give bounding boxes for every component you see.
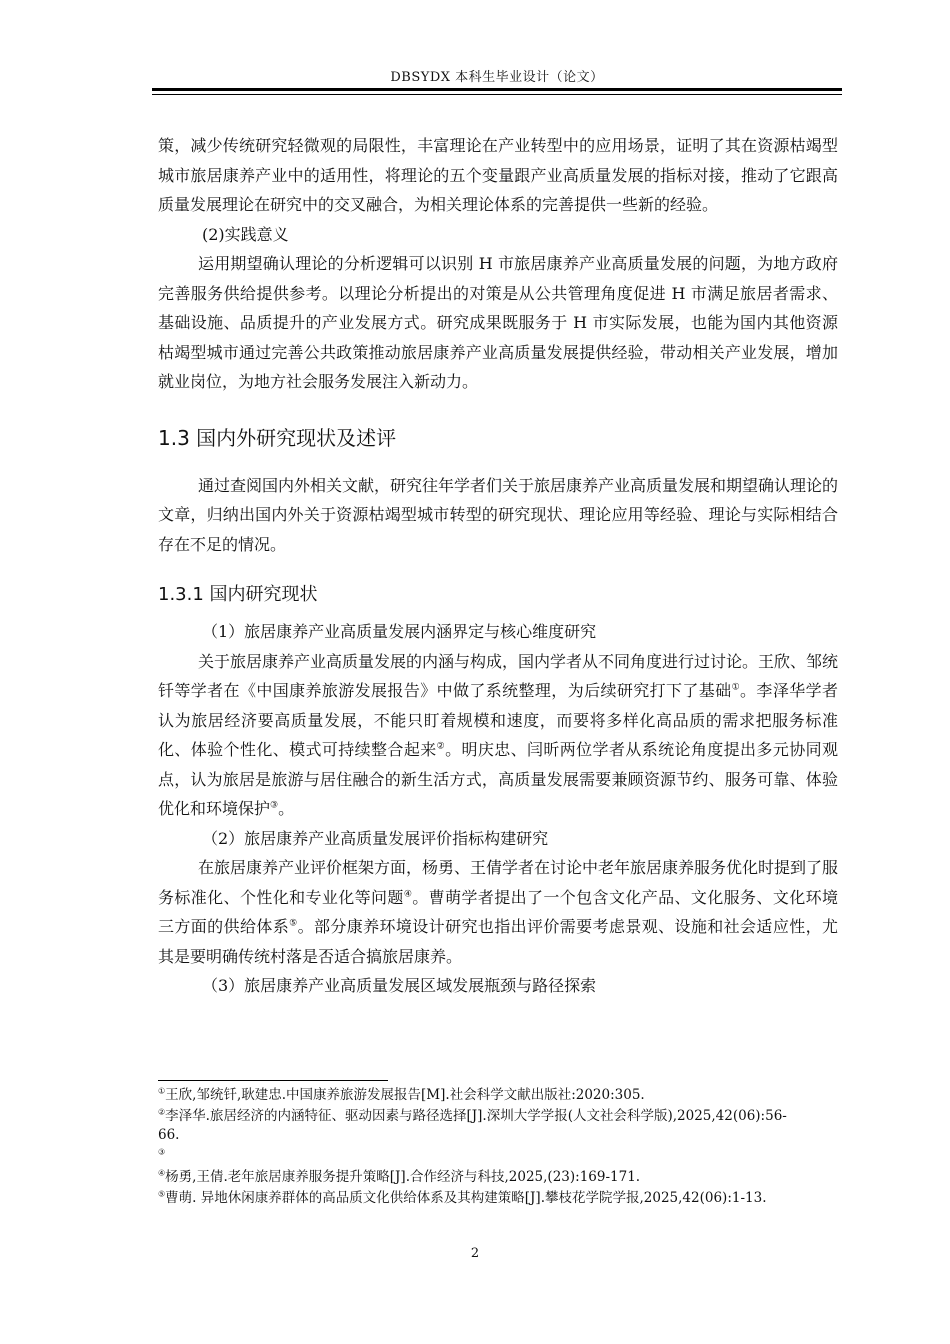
footnote-ref-3[interactable]: ③: [270, 800, 279, 811]
paragraph-practical-significance: 运用期望确认理论的分析逻辑可以识别 H 市旅居康养产业高质量发展的问题，为地方政府完善服务供给提供参考。以理论分析提出的对策是从公共管理角度促进 H 市满足旅居者需求、基础设施、品质提升的产业发展方式。研究成果既服务于 H 市实际发展，也能为国内其他资源枯竭型城市通过完善公共政策推动旅居康养产业高质量发展提供经验，带动相关产业发展，增加就业岗位，为地方社会服务发展注入新动力。: [158, 254, 838, 391]
footnote-ref-1[interactable]: ①: [731, 682, 741, 693]
footnote-ref-5[interactable]: ⑤: [289, 918, 298, 929]
page-number: 2: [470, 1246, 480, 1261]
header-rule-thick: [152, 88, 842, 91]
paragraph-evaluation-index: 在旅居康养产业评价框架方面，杨勇、王倩学者在讨论中老年旅居康养服务优化时提到了服务标准化、个性化和专业化等问题④。曹萌学者提出了一个包含文化产品、文化服务、文化环境三方面的供给体系⑤。部分康养环境设计研究也指出评价需要考虑景观、设施和社会适应性，尤其是要明确传统村落是否适合搞旅居康养。: [158, 858, 839, 966]
footnote-3: ③: [158, 1147, 166, 1157]
subheading-connotation-research: （1）旅居康养产业高质量发展内涵界定与核心维度研究: [202, 622, 597, 641]
running-header: DBSYDX 本科生毕业设计（论文）: [390, 70, 604, 85]
subheading-evaluation-index: （2）旅居康养产业高质量发展评价指标构建研究: [202, 828, 549, 848]
footnote-ref-2[interactable]: ②: [436, 741, 446, 752]
footnote-ref-4[interactable]: ④: [403, 889, 413, 900]
subheading-regional-bottleneck: （3）旅居康养产业高质量发展区域发展瓶颈与路径探索: [202, 976, 597, 995]
paragraph-connotation-research: 关于旅居康养产业高质量发展的内涵与构成，国内学者从不同角度进行过讨论。王欣、邹统钎等学者在《中国康养旅游发展报告》中做了系统整理，为后续研究打下了基础①。李泽华学者认为旅居经济要高质量发展，不能只盯着规模和速度，而要将多样化高品质的需求把服务标准化、体验个性化、模式可持续整合起来②。明庆忠、闫昕两位学者从系统论角度提出多元协同观点，认为旅居是旅游与居住融合的新生活方式，高质量发展需要兼顾资源节约、服务可靠、体验优化和环境保护③。: [158, 651, 839, 818]
header-rule-thin: [152, 94, 842, 95]
page-body: [158, 131, 838, 1001]
paragraph-section-intro: 通过查阅国内外相关文献，研究往年学者们关于旅居康养产业高质量发展和期望确认理论的文章，归纳出国内外关于资源枯竭型城市转型的研究现状、理论应用等经验、理论与实际相结合存在不足的情况。: [158, 475, 839, 554]
footnote-4: ④杨勇,王倩.老年旅居康养服务提升策略[J].合作经济与科技,2025,(23):169-171.: [158, 1168, 641, 1185]
footnote-1: ①王欣,邹统钎,耿建忠.中国康养旅游发展报告[M].社会科学文献出版社:2020:305.: [158, 1086, 645, 1103]
subsection-heading-1-3-1: 1.3.1 国内研究现状: [158, 584, 318, 605]
footnote-2: ②李泽华.旅居经济的内涵特征、驱动因素与路径选择[J].深圳大学学报(人文社会科学版),2025,42(06):56-66.: [158, 1107, 787, 1143]
footnote-separator: [158, 1080, 388, 1081]
paragraph-theory-significance-cont: 策，减少传统研究轻微观的局限性，丰富理论在产业转型中的应用场景，证明了其在资源枯竭型城市旅居康养产业中的适用性，将理论的五个变量跟产业高质量发展的指标对接，推动了它跟高质量发展理论在研究中的交叉融合，为相关理论体系的完善提供一些新的经验。: [158, 136, 838, 214]
footnotes: [158, 1086, 798, 1210]
section-heading-1-3: 1.3 国内外研究现状及述评: [158, 425, 397, 450]
subheading-practical-significance: (2)实践意义: [202, 224, 289, 244]
footnote-5: ⑤曹萌. 异地休闲康养群体的高品质文化供给体系及其构建策略[J].攀枝花学院学报,2025,42(06):1-13.: [158, 1189, 767, 1206]
